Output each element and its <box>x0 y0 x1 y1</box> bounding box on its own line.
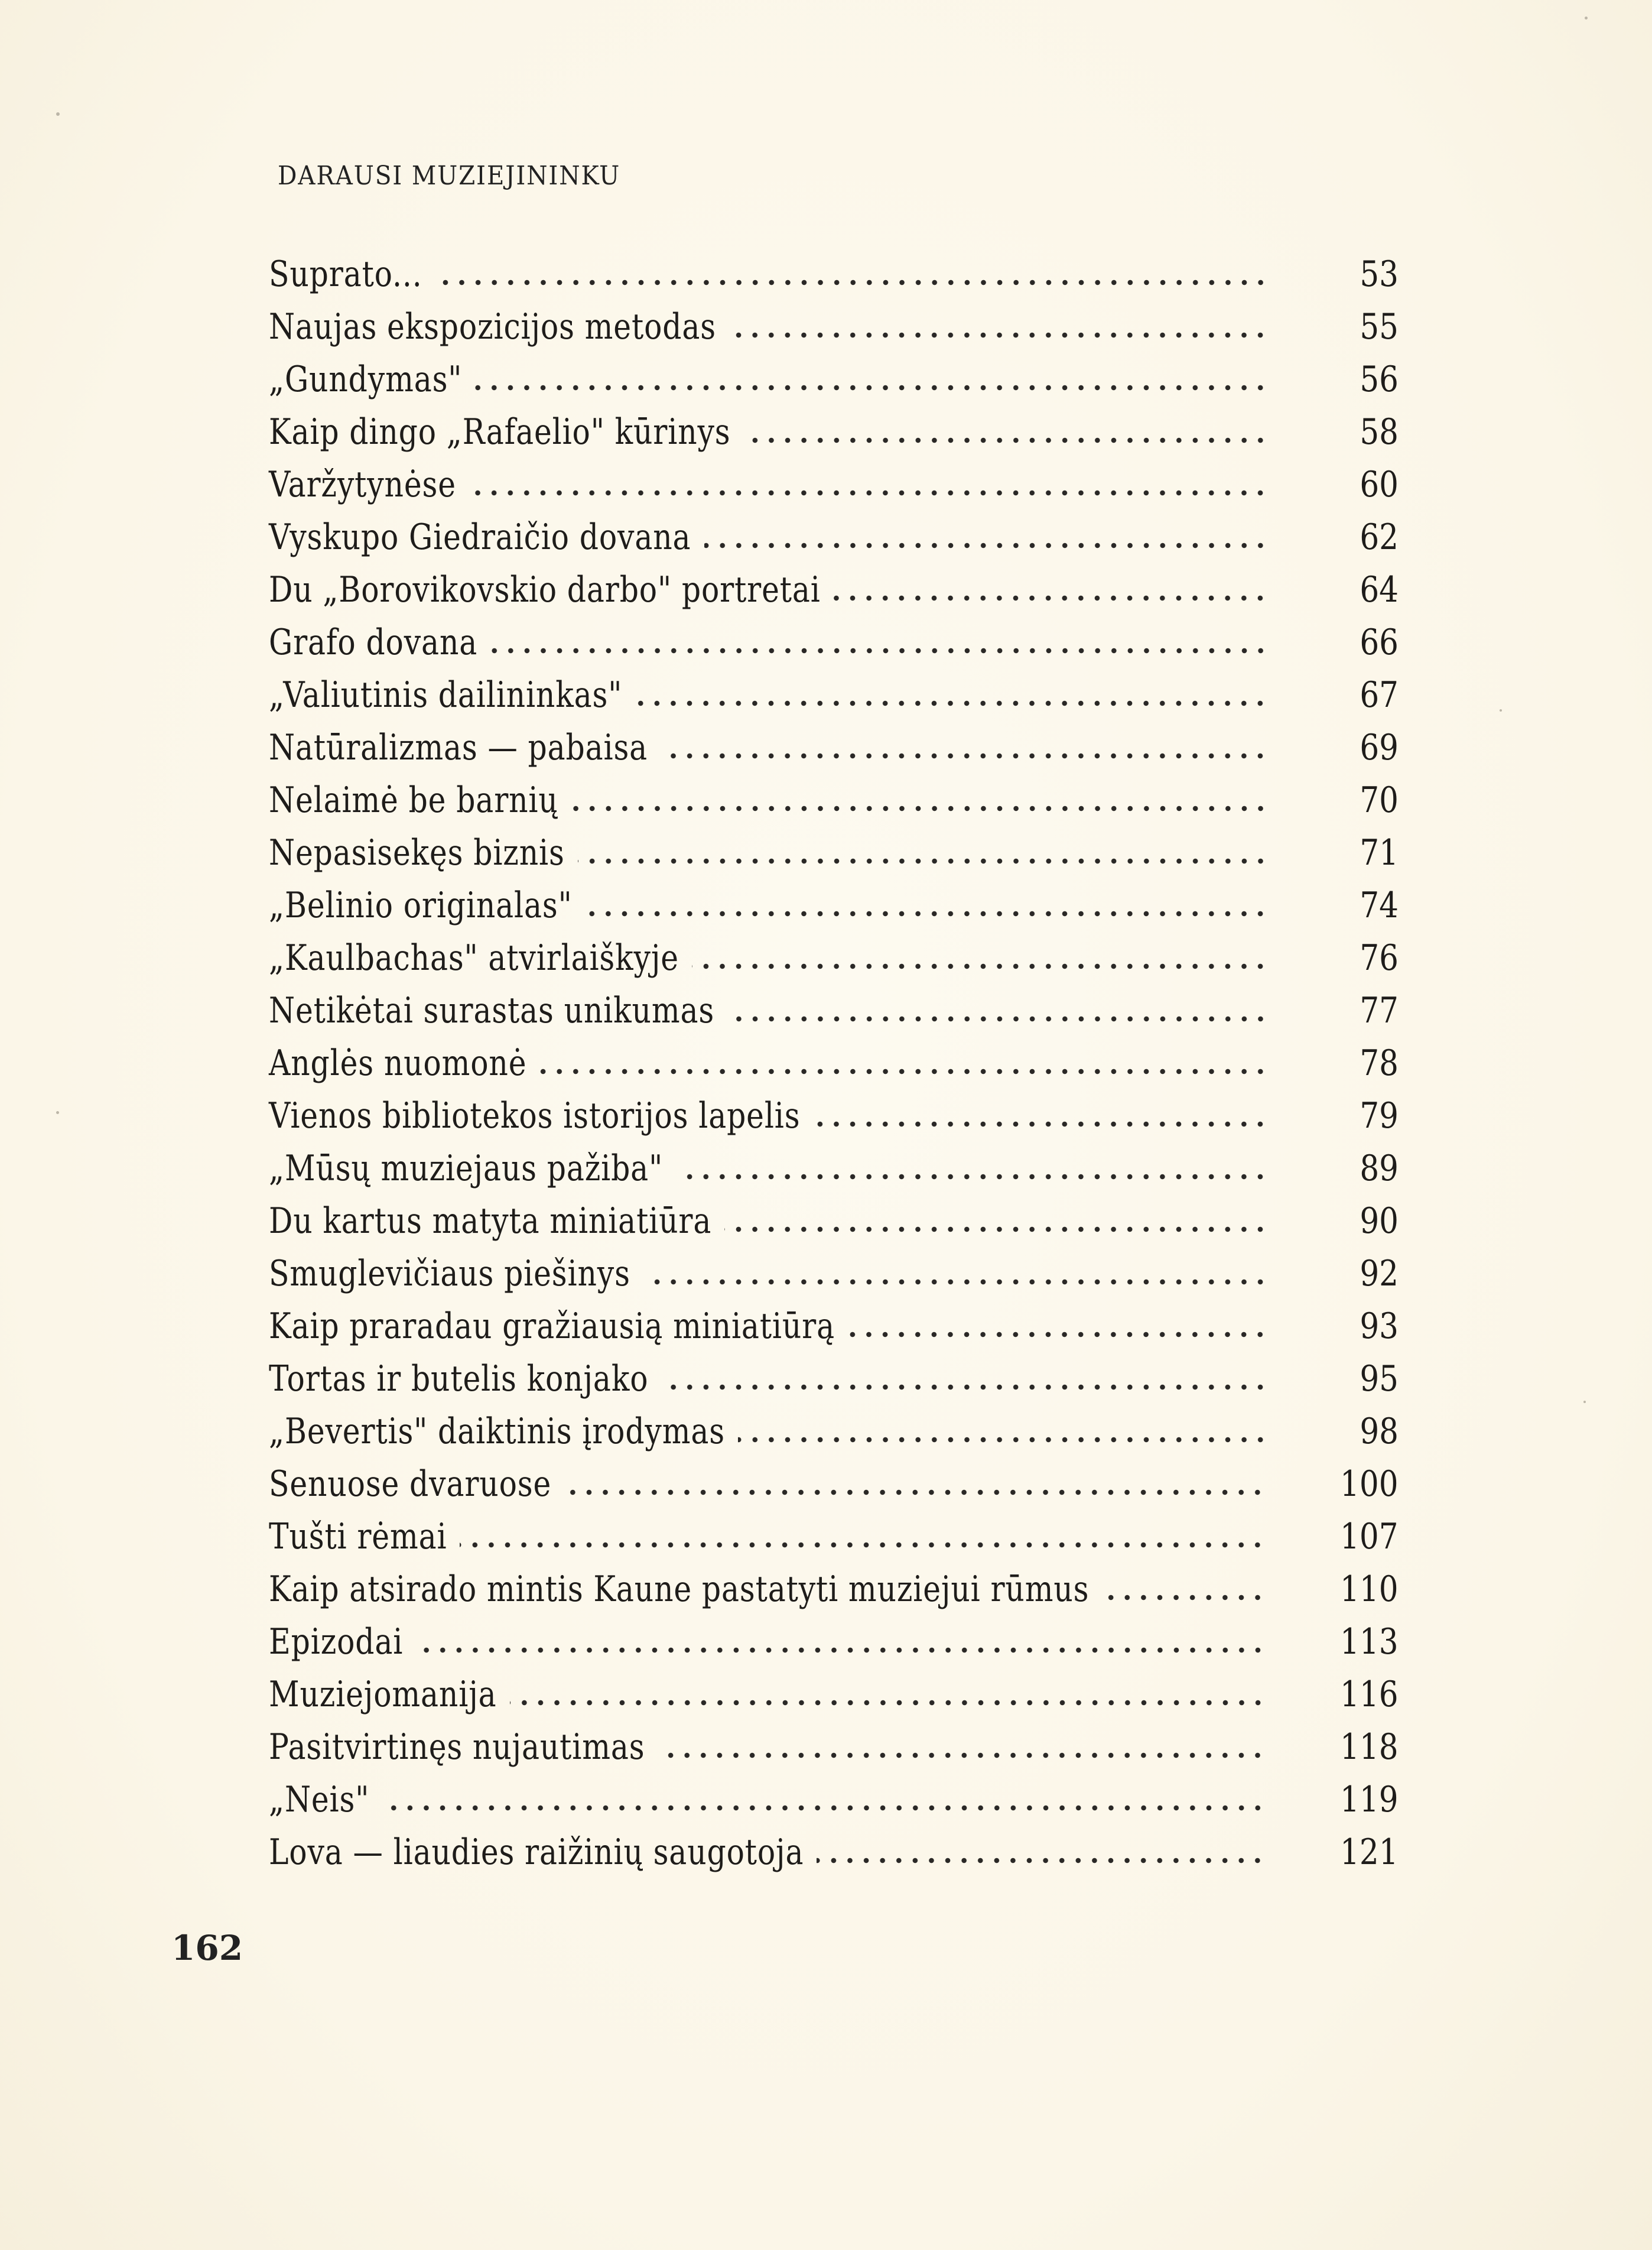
toc-entry-page: 58 <box>1360 411 1399 453</box>
toc-entry-title: Kaip dingo „Rafaelio" kūrinys <box>269 411 731 453</box>
dot-leader <box>813 1118 1269 1130</box>
dot-leader <box>475 382 1269 394</box>
toc-entry-title: Varžytynėse <box>269 464 456 505</box>
toc-entry-title: Smuglevičiaus piešinys <box>269 1253 630 1294</box>
toc-entry <box>269 1142 1399 1195</box>
paper-speck <box>1583 1401 1586 1403</box>
toc-entry-page: 98 <box>1360 1411 1399 1452</box>
toc-entry <box>269 827 1399 879</box>
toc-entry-page: 55 <box>1360 306 1399 348</box>
toc-entry-page: 76 <box>1360 937 1399 979</box>
toc-entry-page: 113 <box>1340 1621 1399 1663</box>
dot-leader <box>738 1434 1269 1446</box>
toc-entry-title: Vienos bibliotekos istorijos lapelis <box>269 1095 801 1137</box>
dot-leader <box>724 1223 1269 1235</box>
toc-entry-page: 53 <box>1360 254 1399 295</box>
toc-entry-title: Tortas ir butelis konjako <box>269 1358 649 1400</box>
paper-speck <box>56 1111 59 1114</box>
toc-entry-title: „Valiutinis dailininkas" <box>269 674 623 716</box>
toc-entry <box>269 1511 1399 1563</box>
toc-entry-page: 71 <box>1360 832 1399 874</box>
toc-entry-title: Tušti rėmai <box>269 1516 447 1557</box>
toc-entry-page: 69 <box>1360 727 1399 768</box>
toc-entry-title: Lova — liaudies raižinių saugotoja <box>269 1832 804 1873</box>
toc-entry-page: 118 <box>1340 1726 1399 1768</box>
toc-entry-title: Anglės nuomonė <box>269 1043 527 1084</box>
dot-leader <box>382 1802 1266 1814</box>
paper-speck <box>1585 17 1588 20</box>
toc-entry-page: 119 <box>1340 1779 1399 1820</box>
paper-speck <box>56 112 60 116</box>
toc-entry <box>269 1826 1399 1879</box>
toc-entry-page: 89 <box>1360 1148 1399 1189</box>
toc-entry <box>269 301 1399 353</box>
toc-entry-title: Pasitvirtinęs nujautimas <box>269 1726 645 1768</box>
toc-entry-title: „Belinio originalas" <box>269 885 573 926</box>
toc-entry-title: Du „Borovikovskio darbo" portretai <box>269 569 821 611</box>
toc-entry <box>269 248 1399 301</box>
dot-leader <box>661 750 1269 762</box>
toc-entry <box>269 1563 1399 1616</box>
toc-entry <box>269 1668 1399 1721</box>
dot-leader <box>658 1749 1266 1761</box>
toc-entry-title: „Mūsų muziejaus pažiba" <box>269 1148 664 1189</box>
toc-entry <box>269 1774 1399 1826</box>
dot-leader <box>469 487 1269 499</box>
toc-entry-page: 92 <box>1360 1253 1399 1294</box>
dot-leader <box>435 277 1269 288</box>
toc-entry-page: 121 <box>1340 1832 1399 1873</box>
dot-leader <box>416 1644 1266 1656</box>
toc-entry-title: „Neis" <box>269 1779 370 1820</box>
toc-entry-page: 79 <box>1360 1095 1399 1137</box>
toc-entry <box>269 1248 1399 1300</box>
dot-leader <box>727 1013 1269 1025</box>
toc-entry-title: Du kartus matyta miniatiūra <box>269 1200 712 1242</box>
toc-entry <box>269 1405 1399 1458</box>
toc-entry-title: Nelaimė be barnių <box>269 780 558 821</box>
toc-entry <box>269 1090 1399 1142</box>
toc-entry-title: Grafo dovana <box>269 622 478 663</box>
dot-leader <box>1102 1592 1266 1603</box>
toc-entry-title: Senuose dvaruose <box>269 1463 552 1505</box>
dot-leader <box>744 434 1269 446</box>
toc-entry-page: 56 <box>1360 359 1399 400</box>
toc-entry-page: 78 <box>1360 1043 1399 1084</box>
dot-leader <box>578 855 1269 867</box>
toc-entry-title: „Bevertis" daiktinis įrodymas <box>269 1411 725 1452</box>
toc-entry <box>269 1300 1399 1353</box>
toc-entry-page: 107 <box>1340 1516 1399 1557</box>
toc-entry-page: 64 <box>1360 569 1399 611</box>
toc-entry-page: 116 <box>1340 1674 1399 1715</box>
toc-entry-page: 100 <box>1340 1463 1399 1505</box>
toc-entry-title: Kaip atsirado mintis Kaune pastatyti muziejui rūmus <box>269 1569 1090 1610</box>
toc-entry-title: Epizodai <box>269 1621 404 1663</box>
toc-entry-page: 77 <box>1360 990 1399 1031</box>
toc-entry <box>269 406 1399 459</box>
toc-entry <box>269 353 1399 406</box>
toc-entry-title: Suprato... <box>269 254 422 295</box>
toc-entry-page: 93 <box>1360 1306 1399 1347</box>
dot-leader <box>661 1381 1269 1393</box>
toc-entry <box>269 564 1399 616</box>
running-head: DARAUSI MUZIEJININKU <box>278 161 621 191</box>
dot-leader <box>510 1697 1266 1709</box>
toc-entry-title: Vyskupo Giedraičio dovana <box>269 517 691 558</box>
toc-entry-title: Muziejomanija <box>269 1674 497 1715</box>
dot-leader <box>692 960 1269 972</box>
dot-leader <box>586 908 1269 920</box>
toc-entry-title: Nepasisekęs biznis <box>269 832 565 874</box>
toc-entry-title: Netikėtai surastas unikumas <box>269 990 715 1031</box>
toc-entry-page: 70 <box>1360 780 1399 821</box>
dot-leader <box>729 329 1269 341</box>
page-number: 162 <box>171 1928 243 1968</box>
toc-entry-title: „Gundymas" <box>269 359 463 400</box>
dot-leader <box>848 1329 1269 1340</box>
toc-entry-title: Natūralizmas — pabaisa <box>269 727 648 768</box>
paper-speck <box>1500 709 1502 712</box>
toc-entry <box>269 1721 1399 1774</box>
toc-entry <box>269 774 1399 827</box>
dot-leader <box>491 645 1269 657</box>
toc-entry <box>269 1353 1399 1405</box>
dot-leader <box>635 697 1269 709</box>
toc-entry-page: 62 <box>1360 517 1399 558</box>
dot-leader <box>676 1171 1269 1183</box>
toc-entry <box>269 1458 1399 1511</box>
toc-entry <box>269 669 1399 722</box>
toc-entry <box>269 722 1399 774</box>
dot-leader <box>539 1066 1269 1077</box>
table-of-contents <box>269 248 1399 1879</box>
toc-entry-page: 74 <box>1360 885 1399 926</box>
dot-leader <box>571 803 1269 814</box>
toc-entry-title: Kaip praradau gražiausią miniatiūrą <box>269 1306 835 1347</box>
dot-leader <box>564 1486 1266 1498</box>
toc-entry <box>269 932 1399 985</box>
toc-entry <box>269 879 1399 932</box>
dot-leader <box>704 540 1269 551</box>
toc-entry-title: „Kaulbachas" atvirlaiškyje <box>269 937 679 979</box>
toc-entry-title: Naujas ekspozicijos metodas <box>269 306 716 348</box>
toc-entry-page: 67 <box>1360 674 1399 716</box>
toc-entry-page: 90 <box>1360 1200 1399 1242</box>
toc-entry <box>269 1616 1399 1668</box>
toc-entry <box>269 459 1399 511</box>
dot-leader <box>817 1855 1266 1866</box>
toc-entry-page: 95 <box>1360 1358 1399 1400</box>
toc-entry <box>269 985 1399 1037</box>
toc-entry-page: 66 <box>1360 622 1399 663</box>
toc-entry <box>269 511 1399 564</box>
dot-leader <box>460 1539 1266 1551</box>
toc-entry <box>269 616 1399 669</box>
toc-entry-page: 110 <box>1340 1569 1399 1610</box>
toc-entry <box>269 1037 1399 1090</box>
dot-leader <box>643 1276 1269 1288</box>
dot-leader <box>833 592 1269 604</box>
toc-entry-page: 60 <box>1360 464 1399 505</box>
toc-entry <box>269 1195 1399 1248</box>
